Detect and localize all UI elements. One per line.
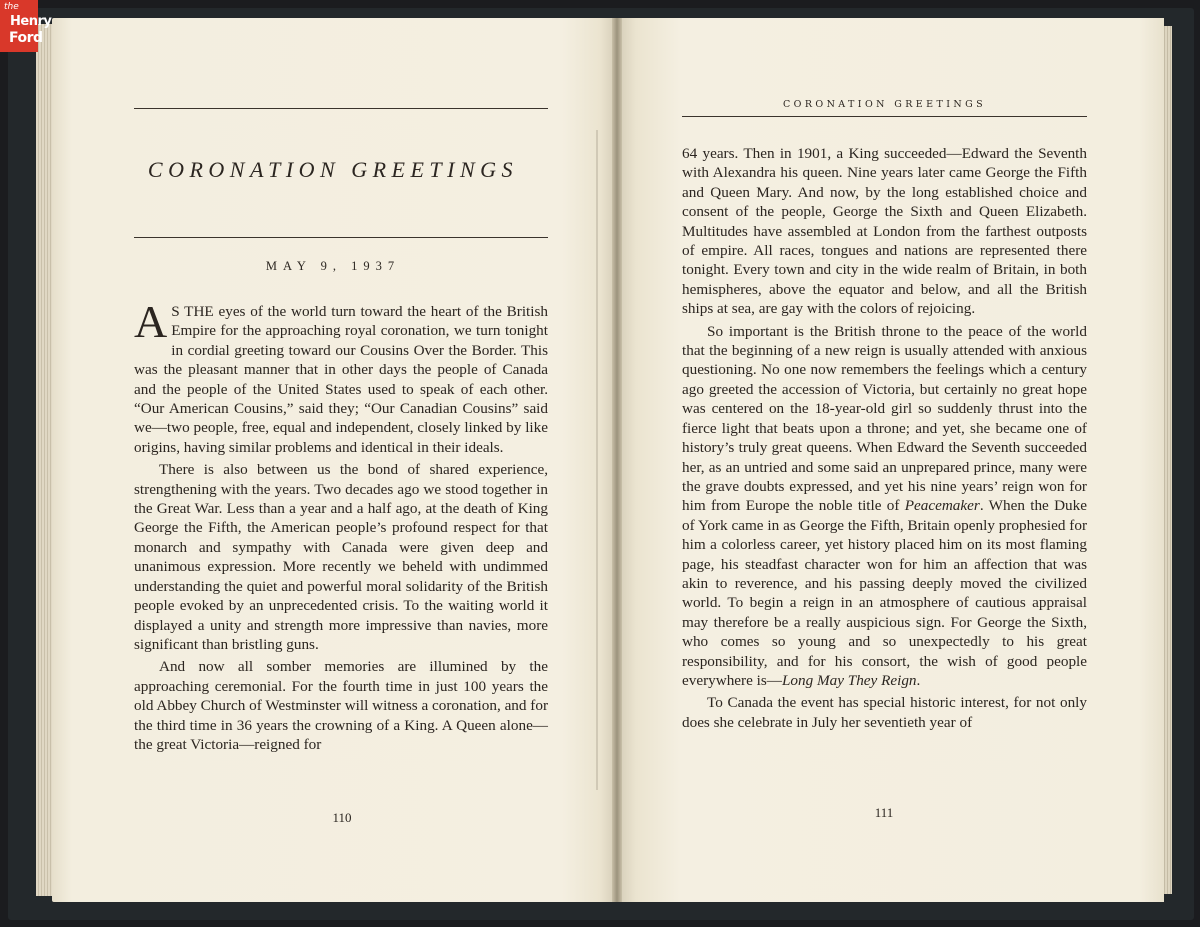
page-number-right: 111 [874,805,894,820]
book-gutter [612,18,622,902]
middle-rule-left [134,237,548,238]
running-head-rule [682,116,1087,117]
paragraph-5-end: . [916,671,921,689]
page-shadow [596,130,598,790]
paragraph-2: There is also between us the bond of shared experience, strengthening with the years. Two decades ago we stood together in the Great War. Less than a year and a half ago, at the death of King George the Fifth, the American people’s profound respect for that monarch and sympathy with Canada were given deep and unanimous expression. More recently we beheld with undimmed understanding the quiet and powerful moral solidarity of the British people evoked by an unprecedented crisis. To the waiting world it displayed a unity and strength more impressive than navies, more significant than bristling guns. [134,461,548,653]
paragraph-5-text-a: So important is the British throne to the peace of the world that the beginning of a new reign is usually attended with anxious questioning. No one now remembers the feelings which a century ago greeted the accession of Victoria, but certainly no great hope was centered on the 18-year-old girl so suddenly thrust into the fierce light that beats upon a throne; and yet, she became one of history’s truly great queens. When Edward the Seventh succeeded her, as an untried and some said an unprepared prince, many were the grave doubts expressed, and yet his nine years’ reign won for him from Europe the noble title of [682,322,1087,515]
paragraph-1-text: S THE eyes of the world turn toward the heart of the British Empire for the approaching royal coronation, we turn tonight in cordial greeting toward our Cousins Over the Border. This was the pleasant manner that in other days the people of Canada and the people of the United States used to speak of each other. “Our American Cousins,” said they; “Our Canadian Cousins” said we—two people, free, equal and independent, closely linked by like origins, having similar problems and identical in their ideals. [134,303,548,456]
paragraph-5-text-b: . When the Duke of York came in as George the Fifth, Britain openly prophesied for him a colorless career, yet history placed him on its most flaming page, his steadfast character won for him an affection that was akin to reverence, and his passing deeply moved the civilized world. To begin a reign in an atmosphere of cautious appraisal may therefore be a really auspicious sign. For George the Sixth, who comes so young and so unexpectedly to his great responsibility, and for his consort, the wish of good people everywhere is— [682,497,1087,689]
paragraph-6: To Canada the event has special historic interest, for not only does she celebrate in July her seventieth year of [682,694,1087,731]
drop-cap: A [134,296,168,347]
logo-ford: Ford [9,30,43,46]
right-page-text [682,144,1087,732]
henry-ford-logo [0,0,52,52]
logo-the: the [4,2,19,12]
paragraph-5 [682,322,1087,691]
paragraph-4: 64 years. Then in 1901, a King succeeded—Edward the Seventh with Alexandra his queen. Nine years later came George the Fifth and Queen Mary. And now, by the long established choice and consent of the people, George the Sixth and Queen Elizabeth. Multitudes have assembled at London from the farthest outposts of empire. All races, tongues and nations are represented there tonight. Every town and city in the wide realm of Britain, in both hemispheres, above the equator and below, and all the British ships at sea, are gay with the colors of rejoicing. [682,145,1087,318]
left-page-text [134,296,548,754]
top-rule-left [134,108,548,109]
chapter-title: CORONATION GREETINGS [147,157,519,182]
paragraph-3: And now all somber memories are illumined by the approaching ceremonial. For the fourth time in just 100 years the old Abbey Church of Westminster will witness a coronation, and for the third time in 36 years the crowning of a King. A Queen alone—the great Victoria—reigned for [134,658,548,753]
paragraph-1 [134,296,548,457]
chapter-date: MAY 9, 1937 [265,259,401,273]
running-head: CORONATION GREETINGS [783,99,986,110]
italic-long-may-they-reign: Long May They Reign [781,671,917,689]
logo-henry: Henry [10,14,52,29]
page-number-left: 110 [332,810,352,825]
italic-peacemaker: Peacemaker [904,497,980,515]
